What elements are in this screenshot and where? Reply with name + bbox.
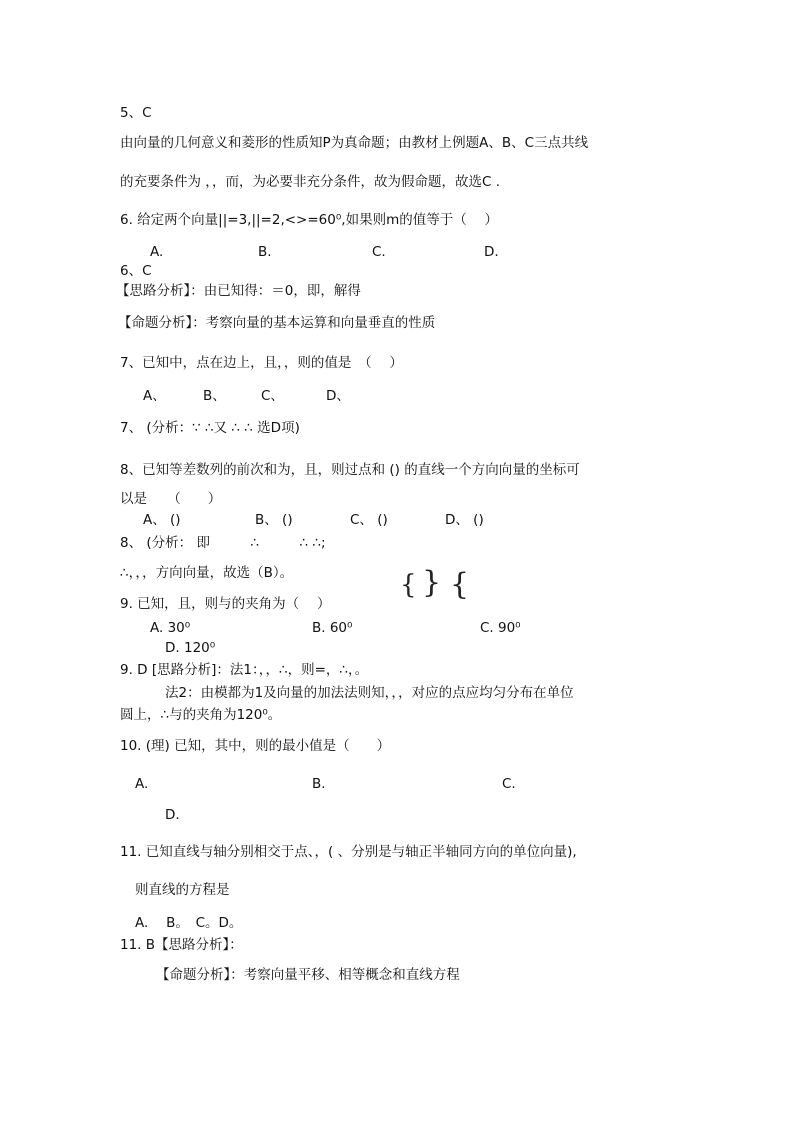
q7-option-d: D、 xyxy=(326,388,350,404)
q9-question: 9. 已知，且，则与的夹角为（ ） xyxy=(120,596,331,612)
q10-option-c: C. xyxy=(502,776,516,792)
q6-thinking: 【思路分析】：由已知得：＝0，即，解得 xyxy=(116,283,361,299)
q6-answer: 6、C xyxy=(120,263,152,279)
q7-analysis: 7、 (分析：∵ ∴又 ∴ ∴ 选D项) xyxy=(120,420,300,436)
q5-answer: 5、C xyxy=(120,105,152,121)
q11-proposition: 【命题分析】：考察向量平移、相等概念和直线方程 xyxy=(156,967,460,983)
q9-option-b: B. 60⁰ xyxy=(312,620,353,636)
q6-option-a: A. xyxy=(150,244,164,260)
q11-analysis: 11. B【思路分析】： xyxy=(120,937,243,953)
q8-option-d: D、 () xyxy=(445,512,484,528)
q8-option-a: A、 () xyxy=(143,512,181,528)
q8-analysis-line2: ∴，，，方向向量，故选（B）。 xyxy=(120,565,294,581)
q6-option-d: D. xyxy=(484,244,499,260)
q10-option-d: D. xyxy=(165,807,180,823)
q6-question: 6. 给定两个向量||=3,||=2,<>=60⁰,如果则m的值等于（ ） xyxy=(120,212,499,228)
q9-option-c: C. 90⁰ xyxy=(480,620,521,636)
q6-option-b: B. xyxy=(258,244,272,260)
q10-question: 10. (理) 已知，其中，则的最小值是（ ） xyxy=(120,738,391,754)
q7-option-b: B、 xyxy=(203,388,226,404)
q7-option-a: A、 xyxy=(143,388,166,404)
q8-option-b: B、 () xyxy=(255,512,293,528)
q11-question-line2: 则直线的方程是 xyxy=(135,882,230,898)
q5-explanation-line2: 的充要条件为 ，，而，为必要非充分条件，故为假命题，故选C . xyxy=(120,174,501,190)
q10-option-b: B. xyxy=(312,776,326,792)
q8-question-line2: 以是 （ ） xyxy=(120,491,222,507)
q8-option-c: C、 () xyxy=(350,512,388,528)
q8-analysis-line1: 8、 (分析： 即 ∴ ∴ ∴; xyxy=(120,535,326,551)
q11-options: A. B。 C。D。 xyxy=(135,915,243,931)
q6-option-c: C. xyxy=(372,244,386,260)
q9-analysis-line1: 9. D [思路分析]：法1：，，∴，则=，∴，。 xyxy=(120,662,369,678)
q7-question: 7、已知中，点在边上，且，，则的值是 （ ） xyxy=(120,355,403,371)
q10-option-a: A. xyxy=(135,776,149,792)
q9-analysis-line2: 法2：由模都为1及向量的加法法则知，，，对应的点应均匀分布在单位 xyxy=(165,685,574,701)
q9-option-a: A. 30⁰ xyxy=(150,620,191,636)
brace-symbol: } xyxy=(422,565,442,600)
q7-option-c: C、 xyxy=(261,388,284,404)
q5-explanation-line1: 由向量的几何意义和菱形的性质知P为真命题；由教材上例题A、B、C三点共线 xyxy=(120,135,589,151)
q6-proposition: 【命题分析】：考察向量的基本运算和向量垂直的性质 xyxy=(118,315,436,331)
brace-symbol: { xyxy=(400,570,417,600)
q9-analysis-line3: 圆上，∴与的夹角为120⁰。 xyxy=(120,707,282,723)
brace-symbol: { xyxy=(450,567,470,602)
q11-question-line1: 11. 已知直线与轴分别相交于点、，( 、分别是与轴正半轴同方向的单位向量), xyxy=(120,844,577,860)
q9-option-d: D. 120⁰ xyxy=(165,640,216,656)
q8-question-line1: 8、已知等差数列的前次和为，且，则过点和 () 的直线一个方向向量的坐标可 xyxy=(120,462,580,478)
